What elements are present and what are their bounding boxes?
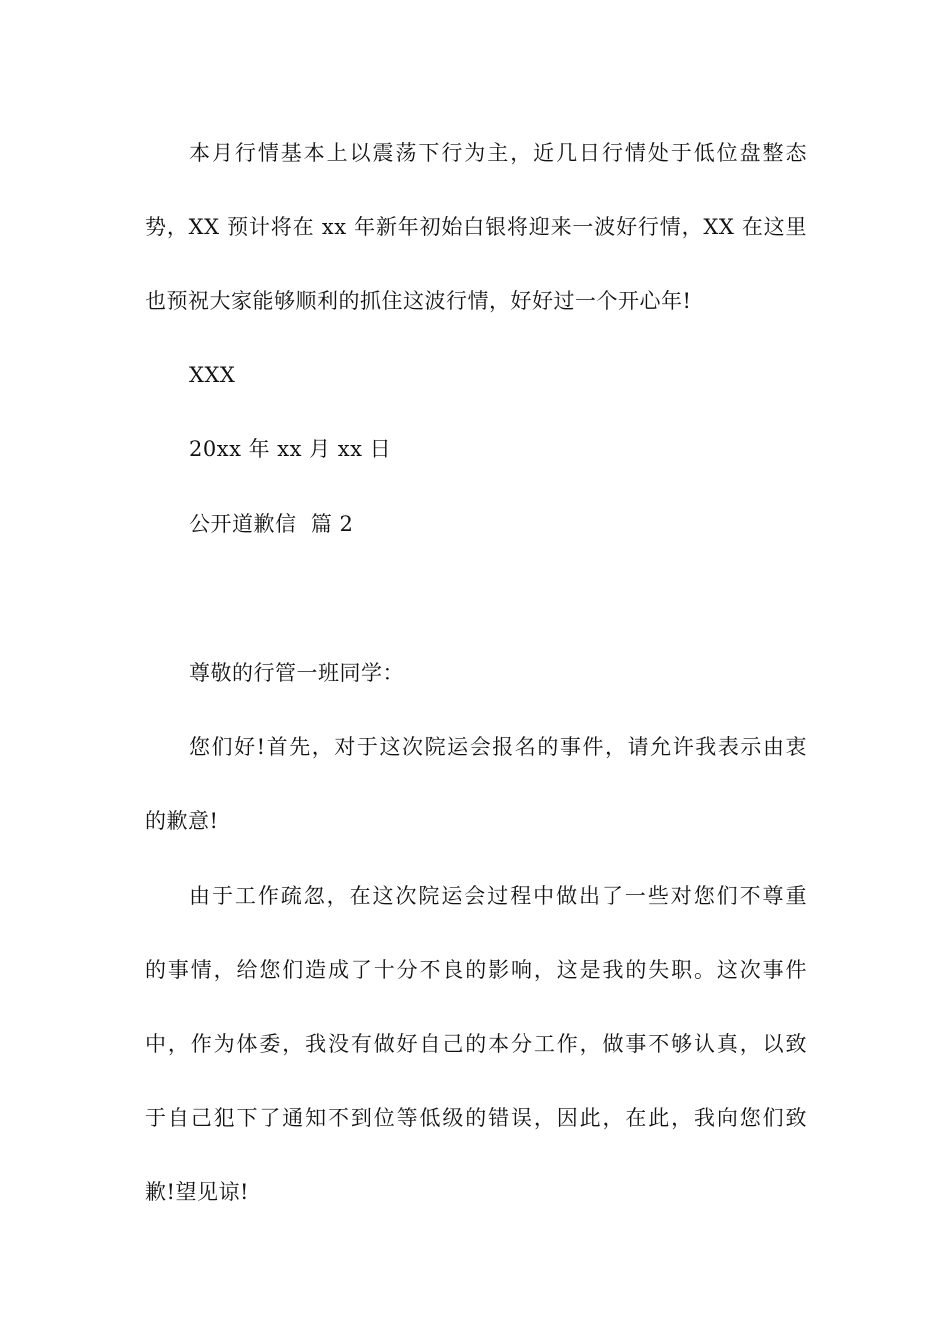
paragraph-line: 本月行情基本上以震荡下行为主，近几日行情处于低位盘整态 bbox=[189, 141, 807, 165]
paragraph-line: 势，XX 预计将在 xx 年新年初始白银将迎来一波好行情，XX 在这里 bbox=[145, 215, 807, 239]
paragraph-line: 的歉意! bbox=[145, 809, 219, 833]
paragraph-line: 您们好!首先，对于这次院运会报名的事件，请允许我表示由衷 bbox=[189, 735, 807, 759]
signature: XXX bbox=[189, 363, 236, 387]
paragraph-line: 歉!望见谅! bbox=[145, 1180, 249, 1204]
paragraph-line: 中，作为体委，我没有做好自己的本分工作，做事不够认真，以致 bbox=[145, 1032, 807, 1056]
paragraph-apology bbox=[145, 859, 807, 1229]
paragraph-greeting bbox=[145, 710, 807, 858]
paragraph-line: 于自己犯下了通知不到位等低级的错误，因此，在此，我向您们致 bbox=[145, 1106, 807, 1130]
paragraph-line: 的事情，给您们造成了十分不良的影响，这是我的失职。这次事件 bbox=[145, 958, 807, 982]
salutation: 尊敬的行管一班同学： bbox=[189, 661, 404, 685]
paragraph-line: 也预祝大家能够顺利的抓住这波行情，好好过一个开心年! bbox=[145, 289, 692, 313]
paragraph-line: 由于工作疏忽，在这次院运会过程中做出了一些对您们不尊重 bbox=[189, 884, 807, 908]
letter-date: 20xx 年 xx 月 xx 日 bbox=[189, 437, 392, 461]
section-heading: 公开道歉信 篇 2 bbox=[189, 512, 354, 536]
paragraph-market bbox=[145, 116, 807, 338]
